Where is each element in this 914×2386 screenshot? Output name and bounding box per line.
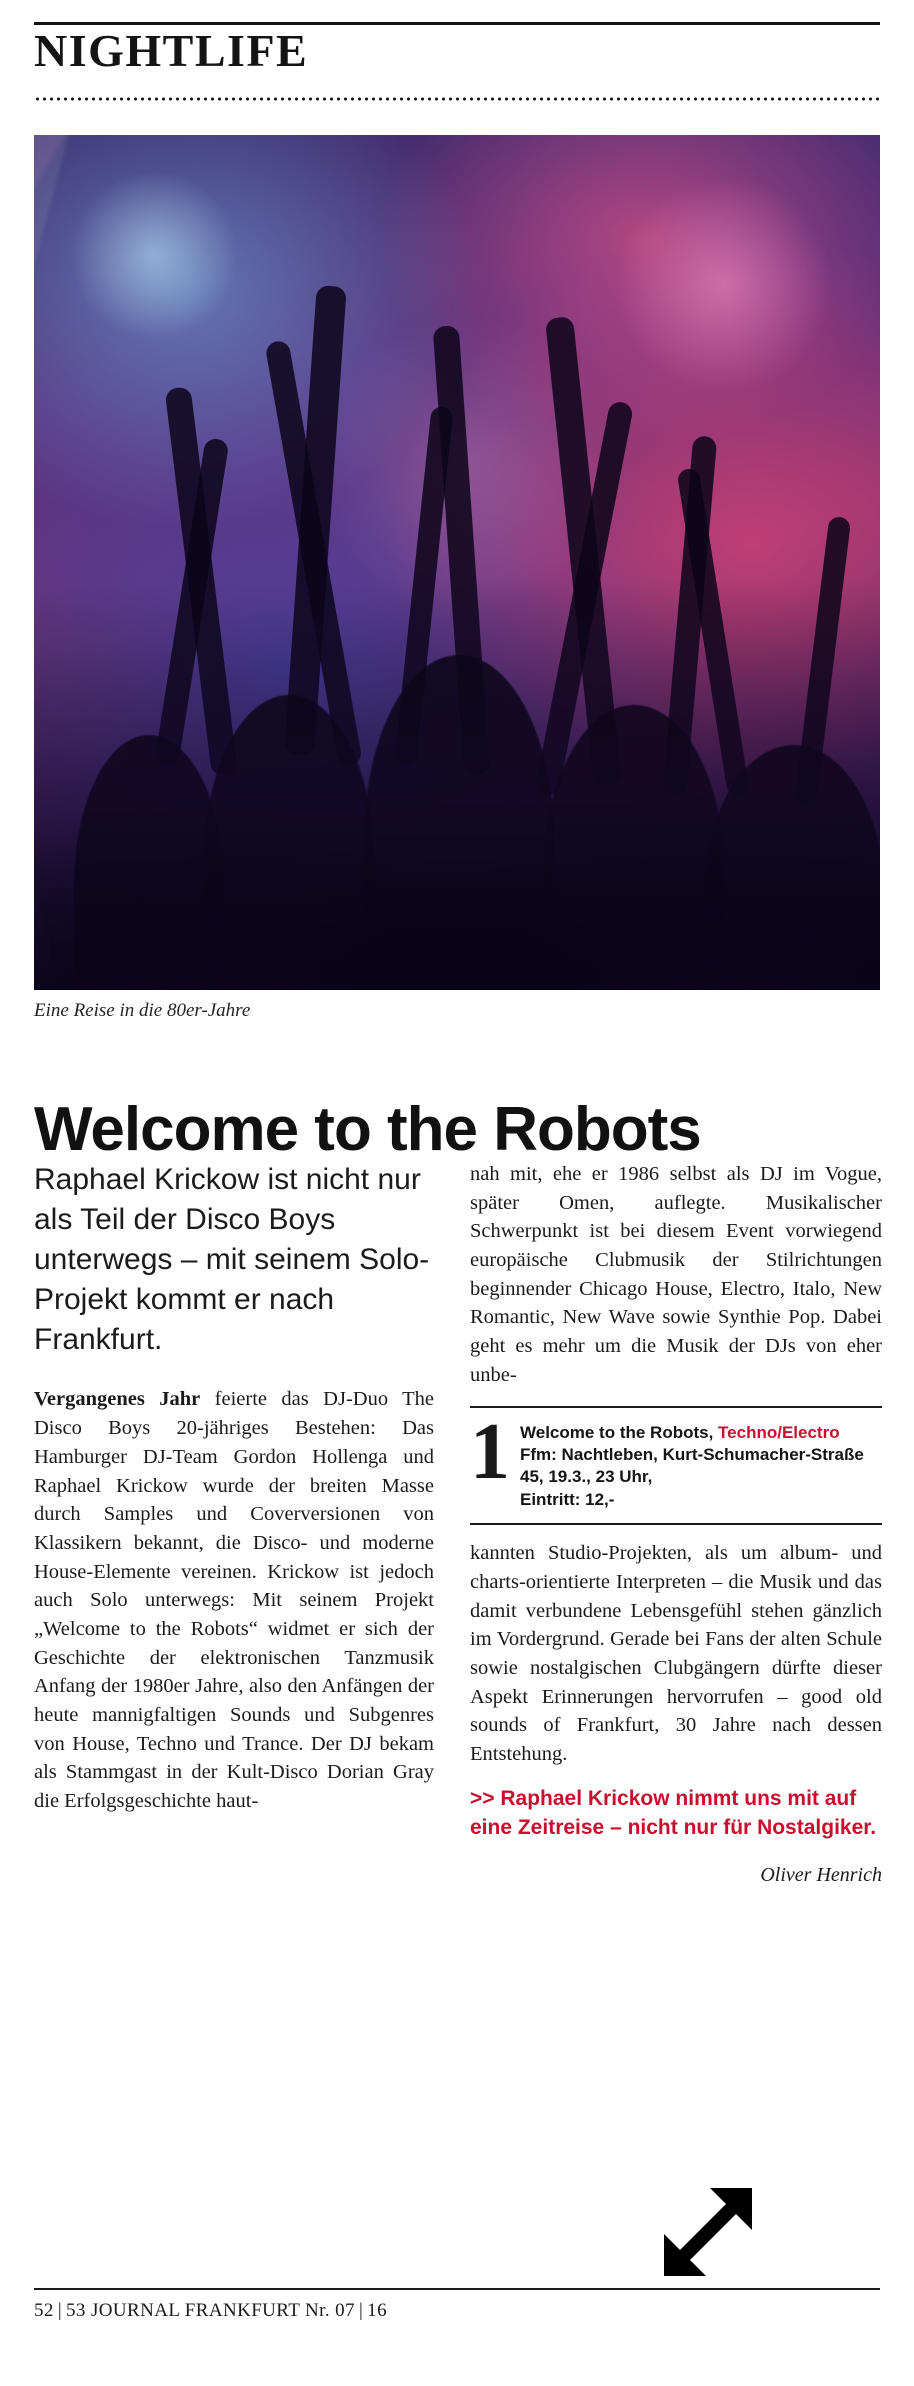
resize-cursor-icon xyxy=(656,2180,760,2284)
footer-separator: | xyxy=(358,2300,364,2321)
lead-in-text: Vergangenes Jahr xyxy=(34,1388,201,1411)
right-column-body-top: nah mit, ehe er 1986 selbst als DJ im Vogue, später Omen, auflegte. Musikalischer Schwerpunkt ist bei diesem Event vorwiegend europäische Clubmusik der Stilrichtungen beginnender Chicago House, Electro, Italo, New Romantic, New Wave sowie Synthie Pop. Dabei geht es mehr um die Musik der DJs von eher unbe- xyxy=(470,1163,882,1386)
left-column-body-text: feierte das DJ-Duo The Disco Boys 20-jähriges Bestehen: Das Hamburger DJ-Team Gordon Hollenga und Raphael Krickow wurde der breiten Masse durch Samples und Coverversionen von Klassikern bekannt, die Disco- und moderne House-Elemente vereinen. Krickow ist jedoch auch Solo unterwegs: Mit seinem Projekt „Welcome to the Robots“ widmet er sich der Geschichte der elektronischen Tanzmusik Anfang der 1980er Jahre, also den Anfängen der heute mannigfaltigen Sounds und Subgenres von House, Techno und Trance. Der DJ bekam als Stammgast in der Kult-Disco Dorian Gray die Erfolgsgeschichte haut- xyxy=(34,1388,434,1813)
event-title: Welcome to the Robots, xyxy=(520,1422,714,1442)
footer-issue-year: 16 xyxy=(367,2300,387,2321)
right-column-body-bottom: kannten Studio-Projekten, als um album- und charts-orientierte Interpreten – die Musik und das damit verbundene Lebensgefühl stehen gänzlich im Vordergrund. Gerade bei Fans der alten Schule sowie nostalgischen Clubgängern dürfte dieser Aspekt Erinnerungen hervorrufen – good old sounds of Frankfurt, 30 Jahre nach dessen Entstehung. xyxy=(470,1542,882,1766)
closing-quote: >> Raphael Krickow nimmt uns mit auf eine Zeitreise – nicht nur für Nostalgiker. xyxy=(470,1786,877,1839)
page-footer xyxy=(34,2300,387,2322)
event-genre: Techno/Electro xyxy=(718,1422,840,1442)
event-details xyxy=(520,1418,882,1512)
byline: Oliver Henrich xyxy=(760,1863,882,1886)
nightlife-crowd-photo xyxy=(34,135,880,990)
photo-foreground-shadow xyxy=(34,135,880,990)
standfirst: Raphael Krickow ist nicht nur als Teil der Disco Boys unterwegs – mit seinem Solo-Projekt kommt er nach Frankfurt. xyxy=(34,1163,430,1356)
footer-publication: JOURNAL FRANKFURT Nr. 07 xyxy=(91,2300,355,2321)
footer-separator: | xyxy=(57,2300,63,2321)
page-title: Welcome to the Robots xyxy=(34,1094,701,1164)
footer-page-right: 53 xyxy=(66,2300,86,2321)
event-price: Eintritt: 12,- xyxy=(520,1489,615,1509)
right-column xyxy=(470,1160,882,1887)
event-listing-box xyxy=(470,1406,882,1526)
photo-caption: Eine Reise in die 80er-Jahre xyxy=(34,1000,251,1021)
left-column-body xyxy=(34,1385,434,1815)
section-title: NIGHTLIFE xyxy=(34,25,309,76)
photo-image xyxy=(34,135,880,990)
footer-rule xyxy=(34,2288,880,2290)
footer-page-left: 52 xyxy=(34,2300,54,2321)
event-venue: Ffm: Nachtleben, Kurt-Schumacher-Straße 45, 19.3., 23 Uhr, xyxy=(520,1444,864,1487)
left-column xyxy=(34,1160,434,1816)
event-number: 1 xyxy=(470,1407,510,1496)
section-bottom-rule xyxy=(34,97,880,101)
